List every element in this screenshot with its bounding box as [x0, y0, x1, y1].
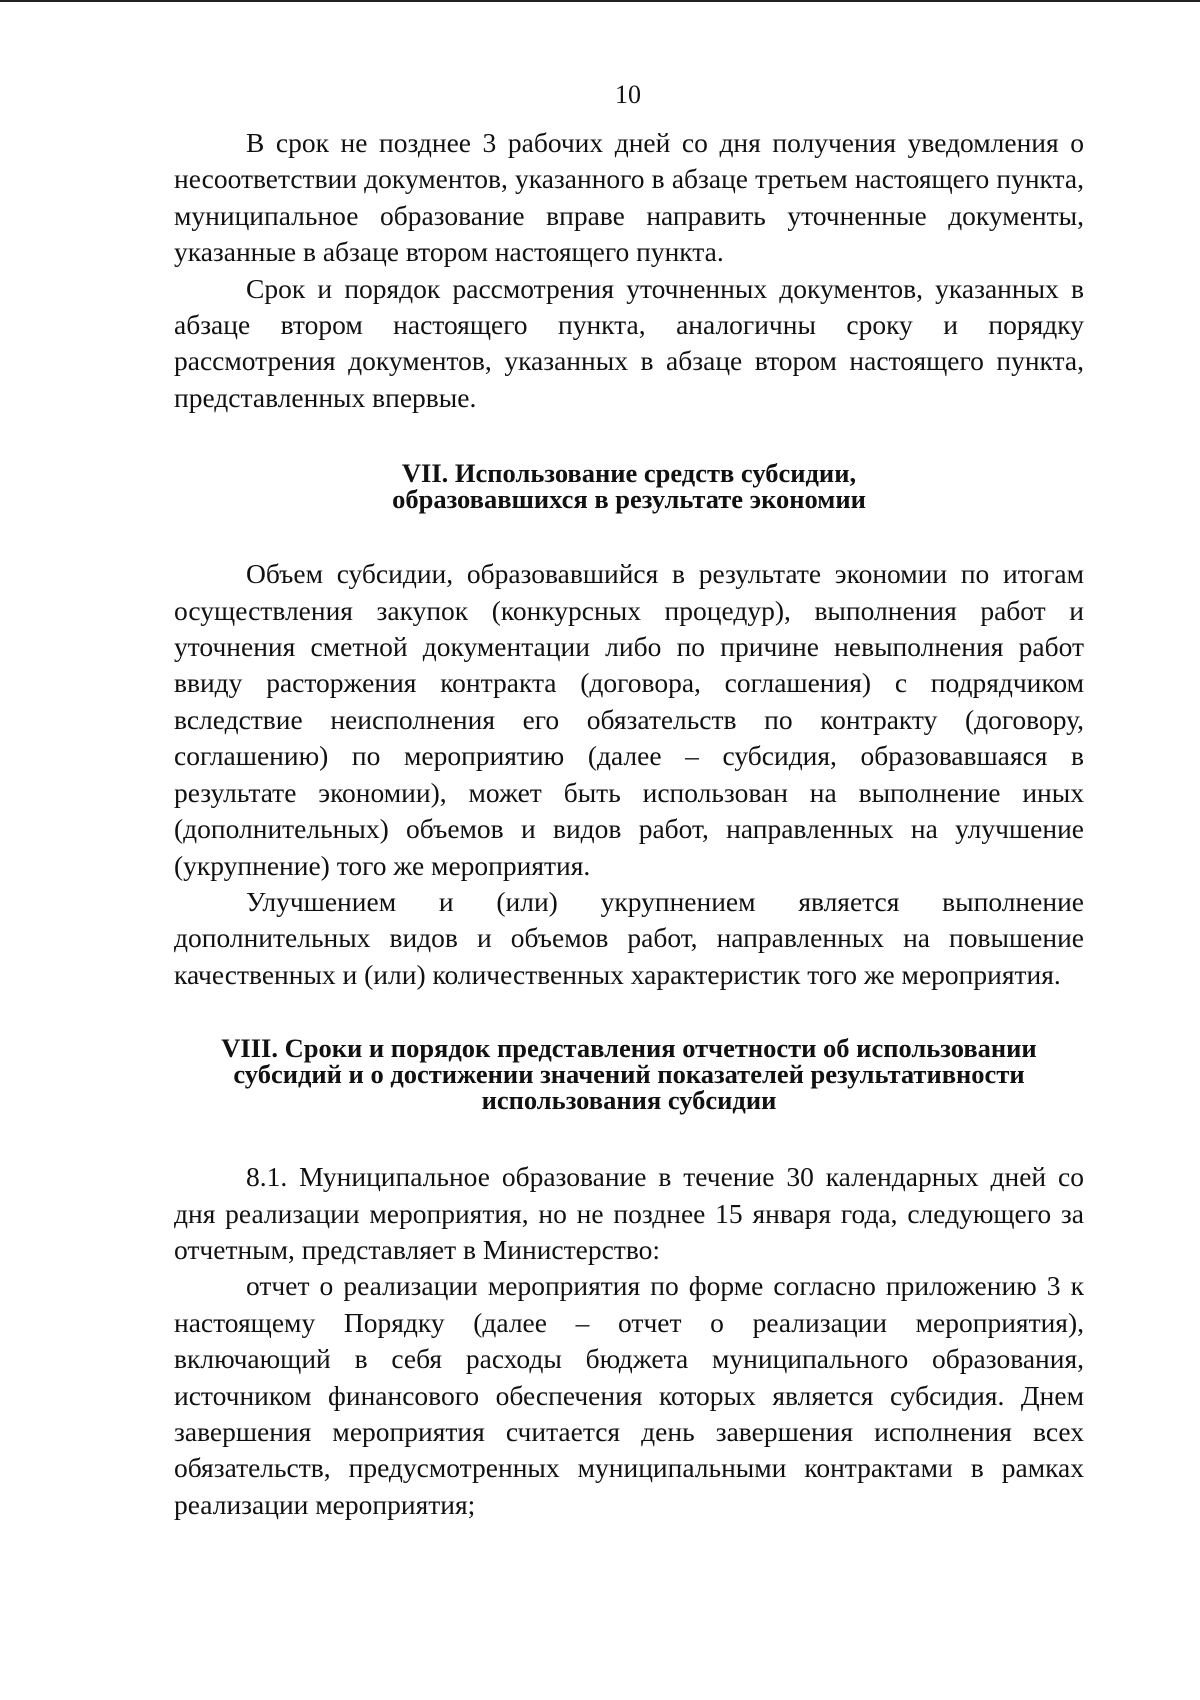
section-7-heading-line-2: образовавшихся в результате экономии — [392, 484, 866, 515]
section-8-heading-line-1: VIII. Сроки и порядок представления отчетности об использовании — [221, 1033, 1037, 1064]
section-8-heading-line-2: субсидий и о достижении значений показателей результативности — [233, 1059, 1025, 1090]
section-8-heading — [174, 1033, 1084, 1116]
section-8-heading-line-3: использования субсидии — [481, 1085, 777, 1116]
section-7-heading — [174, 458, 1084, 515]
section-7-heading-line-1: VII. Использование средств субсидии, — [401, 458, 857, 489]
paragraph-resubmission-deadline: В срок не позднее 3 рабочих дней со дня получения уведомления о несоответствии документов, указанного в абзаце третьем настоящего пункта, муниципальное образование вправе направить уточненные документы, указанные в абзаце втором настоящего пункта. — [174, 127, 1084, 268]
paragraph-savings-volume: Объем субсидии, образовавшийся в результате экономии по итогам осуществления закупок (конкурсных процедур), выполнения работ и уточнения сметной документации либо по причине невыполнения работ ввиду расторжения контракта (договора, соглашения) с подрядчиком вследствие неисполнения его обязательств по контракту (договору, соглашению) по мероприятию (далее – субсидия, образовавшаяся в результате экономии), может быть использован на выполнение иных (дополнительных) объемов и видов работ, направленных на улучшение (укрупнение) того же мероприятия. — [174, 558, 1084, 881]
paragraph-8-1: 8.1. Муниципальное образование в течение 30 календарных дней со дня реализации мероприятия, но не позднее 15 января года, следующего за отчетным, представляет в Министерство: — [174, 1161, 1084, 1265]
page-number: 10 — [615, 80, 641, 109]
document-body — [174, 125, 1084, 1523]
paragraph-review-procedure: Срок и порядок рассмотрения уточненных документов, указанных в абзаце втором настоящего пункта, аналогичны сроку и порядку рассмотрения документов, указанных в абзаце втором настоящего пункта, представленных впервые. — [174, 272, 1084, 413]
paragraph-improvement-definition: Улучшением и (или) укрупнением является выполнение дополнительных видов и объемов работ, направленных на повышение качественных и (или) количественных характеристик того же мероприятия. — [174, 885, 1084, 990]
paragraph-report-description: отчет о реализации мероприятия по форме согласно приложению 3 к настоящему Порядку (далее – отчет о реализации мероприятия), включающий в себя расходы бюджета муниципального образования, источником финансового обеспечения которых является субсидия. Днем завершения мероприятия считается день завершения исполнения всех обязательств, предусмотренных муниципальными контрактами в рамках реализации мероприятия; — [174, 1270, 1084, 1520]
